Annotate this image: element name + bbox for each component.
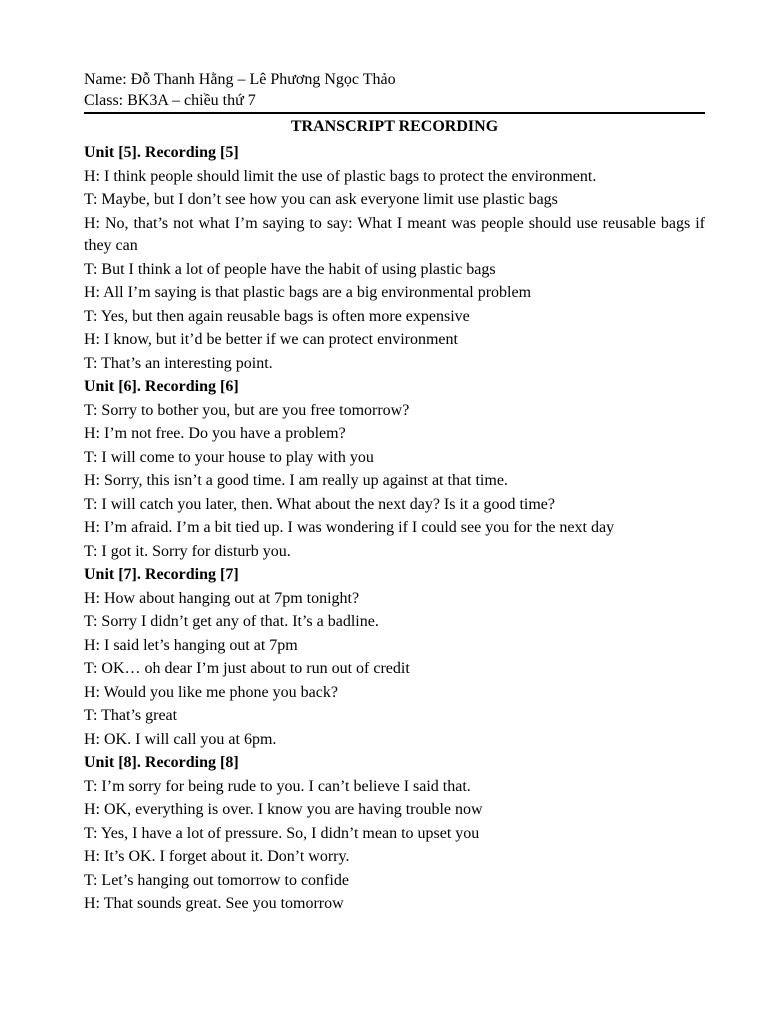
section-heading: Unit [5]. Recording [5]	[84, 144, 239, 161]
dialogue-line: H: No, that’s not what I’m saying to say: What I meant was people should use reusable bags if they can	[84, 214, 705, 254]
dialogue-line: H: I know, but it’d be better if we can protect environment	[84, 331, 458, 348]
section-heading: Unit [7]. Recording [7]	[84, 566, 239, 583]
header-divider	[84, 112, 705, 114]
dialogue-line: T: I’m sorry for being rude to you. I can’t believe I said that.	[84, 777, 471, 795]
dialogue-line: T: Let’s hanging out tomorrow to confide	[84, 871, 349, 889]
dialogue-line: T: That’s an interesting point.	[84, 354, 273, 372]
section-heading: Unit [6]. Recording [6]	[84, 378, 239, 395]
dialogue-line: H: I’m afraid. I’m a bit tied up. I was wondering if I could see you for the next day	[84, 519, 615, 536]
dialogue-line: T: Sorry to bother you, but are you free tomorrow?	[84, 401, 410, 419]
section-unit-5	[84, 141, 705, 375]
section-unit-7	[84, 563, 705, 751]
dialogue-line: H: It’s OK. I forget about it. Don’t worry.	[84, 848, 350, 865]
dialogue-line: H: How about hanging out at 7pm tonight?	[84, 589, 360, 607]
dialogue-line: T: Sorry I didn’t get any of that. It’s a badline.	[84, 613, 379, 630]
dialogue-line: T: Yes, but then again reusable bags is often more expensive	[84, 307, 470, 325]
dialogue-line: H: I said let’s hanging out at 7pm	[84, 636, 298, 654]
section-heading: Unit [8]. Recording [8]	[84, 754, 239, 771]
dialogue-line: T: I will catch you later, then. What about the next day? Is it a good time?	[84, 495, 556, 513]
dialogue-line: T: Yes, I have a lot of pressure. So, I didn’t mean to upset you	[84, 824, 480, 842]
dialogue-line: T: That’s great	[84, 707, 178, 724]
dialogue-line: T: I got it. Sorry for disturb you.	[84, 542, 291, 560]
dialogue-line: H: All I’m saying is that plastic bags are a big environmental problem	[84, 284, 532, 301]
class-line: Class: BK3A – chiều thứ 7	[84, 92, 256, 109]
name-line: Name: Đỗ Thanh Hằng – Lê Phương Ngọc Thảo	[84, 71, 396, 88]
dialogue-line: T: Maybe, but I don’t see how you can ask everyone limit use plastic bags	[84, 191, 558, 208]
dialogue-line: H: That sounds great. See you tomorrow	[84, 895, 344, 912]
section-unit-8	[84, 751, 705, 916]
dialogue-line: H: OK. I will call you at 6pm.	[84, 730, 277, 748]
dialogue-line: H: OK, everything is over. I know you are having trouble now	[84, 801, 483, 818]
dialogue-line: H: I think people should limit the use of plastic bags to protect the environment.	[84, 167, 597, 185]
document-page	[84, 69, 705, 916]
section-unit-6	[84, 375, 705, 563]
dialogue-line: H: I’m not free. Do you have a problem?	[84, 425, 346, 442]
dialogue-line: H: Would you like me phone you back?	[84, 683, 338, 701]
document-title: TRANSCRIPT RECORDING	[290, 118, 499, 135]
dialogue-line: H: Sorry, this isn’t a good time. I am really up against at that time.	[84, 472, 508, 489]
dialogue-line: T: OK… oh dear I’m just about to run out of credit	[84, 660, 410, 677]
dialogue-line: T: I will come to your house to play with you	[84, 448, 374, 466]
dialogue-line: T: But I think a lot of people have the habit of using plastic bags	[84, 260, 496, 278]
